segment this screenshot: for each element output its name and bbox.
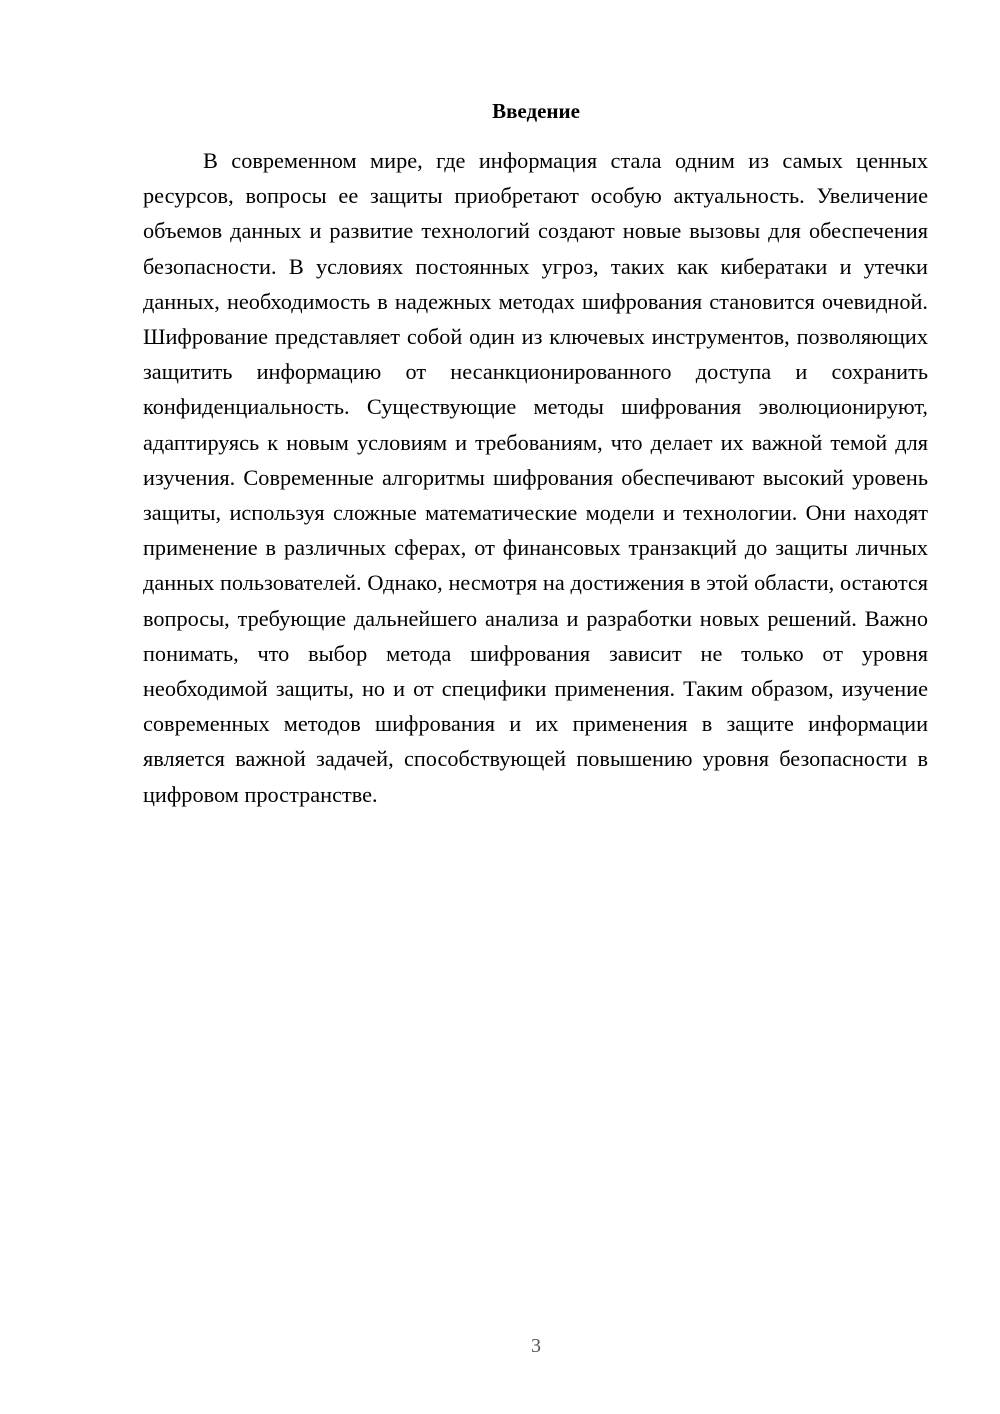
body-paragraph: В современном мире, где информация стала одним из самых ценных ресурсов, вопросы ее защиты приобретают особую актуальность. Увеличение объемов данных и развитие технологий создают новые вызовы для обеспечения безопасности. В условиях постоянных угроз, таких как кибератаки и утечки данных, необходимость в надежных методах шифрования становится очевидной. Шифрование представляет собой один из ключевых инструментов, позволяющих защитить информацию от несанкционированного доступа и сохранить конфиденциальность. Существующие методы шифрования эволюционируют, адаптируясь к новым условиям и требованиям, что делает их важной темой для изучения. Современные алгоритмы шифрования обеспечивают высокий уровень защиты, используя сложные математические модели и технологии. Они находят применение в различных сферах, от финансовых транзакций до защиты личных данных пользователей. Однако, несмотря на достижения в этой области, остаются вопросы, требующие дальнейшего анализа и разработки новых решений. Важно понимать, что выбор метода шифрования зависит не только от уровня необходимой защиты, но и от специфики применения. Таким образом, изучение современных методов шифрования и их применения в защите информации является важной задачей, способствующей повышению уровня безопасности в цифровом пространстве. xyxy=(143,148,928,807)
page-number: 3 xyxy=(531,1335,541,1357)
section-heading: Введение xyxy=(492,99,580,123)
